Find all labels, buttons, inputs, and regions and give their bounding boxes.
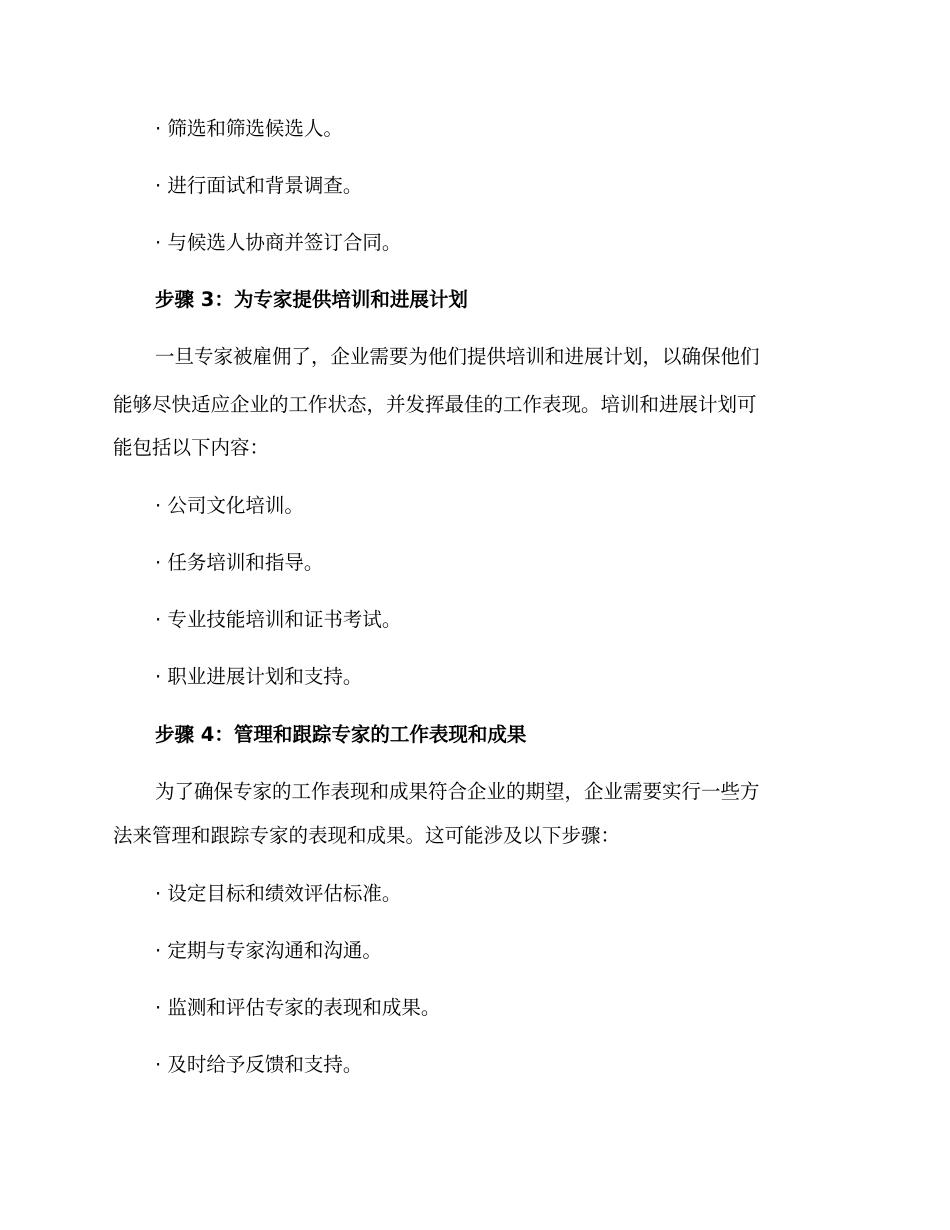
step3-heading: 步骤 3：为专家提供培训和进展计划	[155, 288, 468, 311]
step3-paragraph-line: 一旦专家被雇佣了，企业需要为他们提供培训和进展计划，以确保他们	[155, 345, 760, 368]
list-item: · 职业进展计划和支持。	[155, 665, 363, 688]
step3-paragraph-line: 能够尽快适应企业的工作状态，并发挥最佳的工作表现。培训和进展计划可	[113, 393, 757, 416]
list-item: · 及时给予反馈和支持。	[155, 1053, 363, 1076]
step3-paragraph-line: 能包括以下内容：	[113, 436, 270, 459]
list-item: · 与候选人协商并签订合同。	[155, 231, 402, 254]
list-item: · 任务培训和指导。	[155, 551, 324, 574]
step4-paragraph-line: 法来管理和跟踪专家的表现和成果。这可能涉及以下步骤：	[113, 824, 621, 847]
list-item: · 专业技能培训和证书考试。	[155, 608, 402, 631]
list-item: · 进行面试和背景调查。	[155, 174, 363, 197]
list-item: · 定期与专家沟通和沟通。	[155, 939, 382, 962]
step4-heading: 步骤 4：管理和跟踪专家的工作表现和成果	[155, 723, 527, 746]
step4-paragraph-line: 为了确保专家的工作表现和成果符合企业的期望，企业需要实行一些方	[155, 780, 760, 803]
list-item: · 公司文化培训。	[155, 494, 304, 517]
list-item: · 筛选和筛选候选人。	[155, 117, 343, 140]
list-item: · 监测和评估专家的表现和成果。	[155, 996, 441, 1019]
list-item: · 设定目标和绩效评估标准。	[155, 882, 402, 905]
